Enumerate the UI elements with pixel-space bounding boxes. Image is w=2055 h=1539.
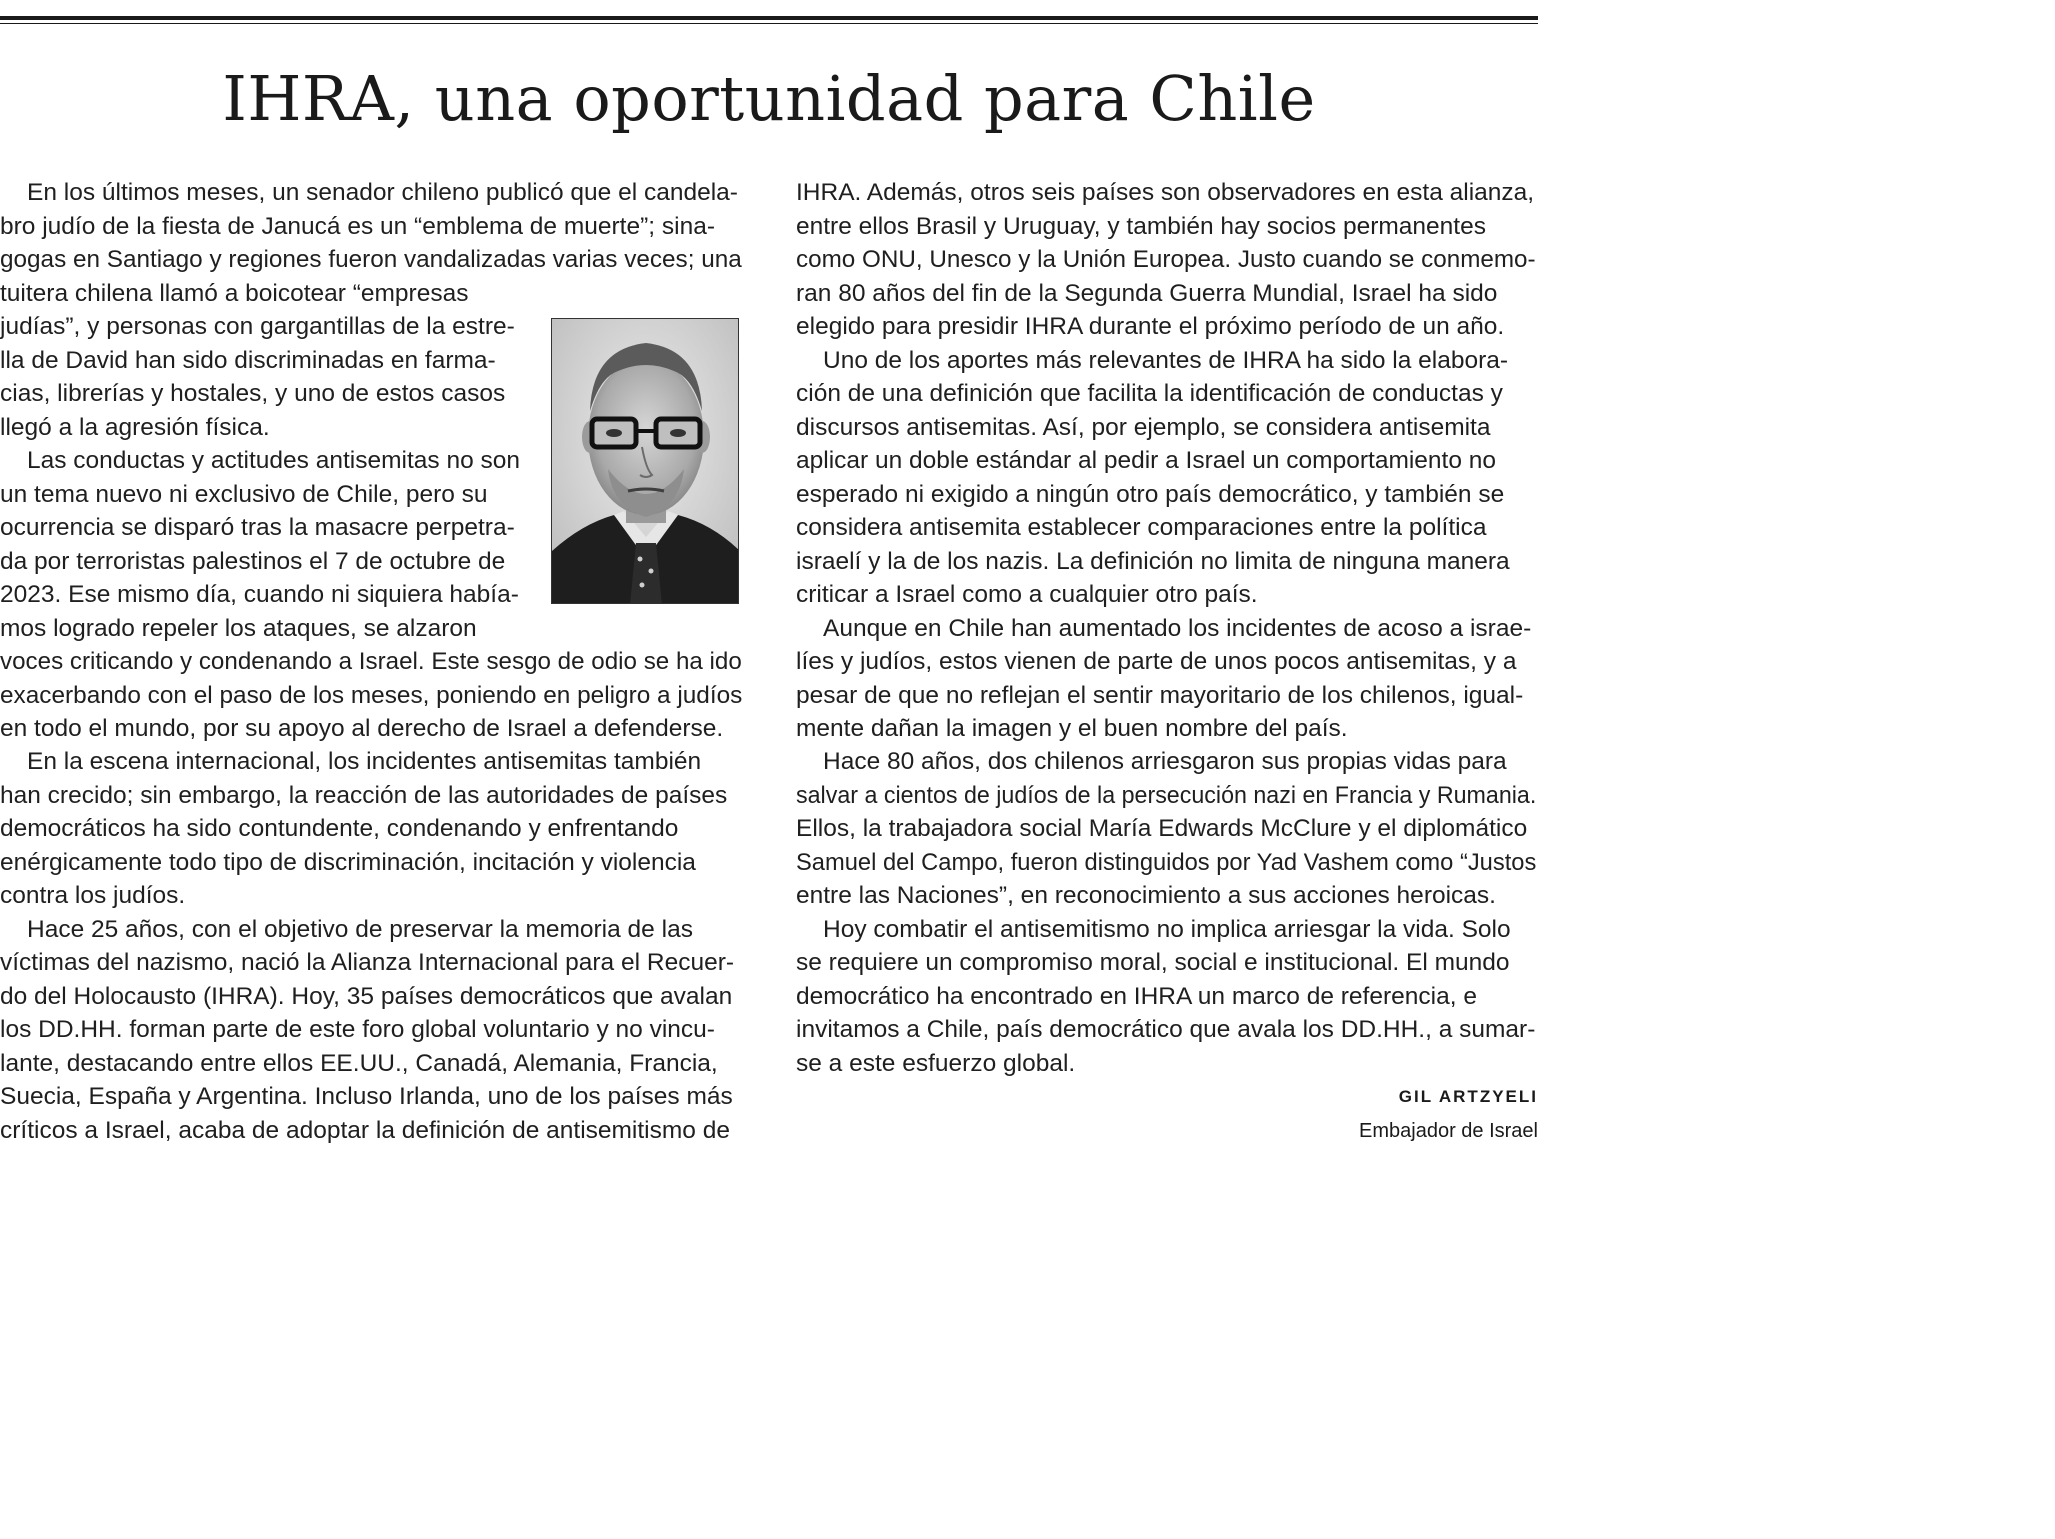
left-line: tuitera chilena llamó a boicotear “empresas xyxy=(0,280,469,307)
left-line: llegó a la agresión física. xyxy=(0,414,270,441)
left-line: En la escena internacional, los incidentes antisemitas también xyxy=(27,748,702,775)
right-line: entre las Naciones”, en reconocimiento a sus acciones heroicas. xyxy=(796,882,1496,909)
author-portrait-image xyxy=(552,319,739,604)
left-line: cias, librerías y hostales, y uno de estos casos xyxy=(0,380,506,407)
left-line: mos logrado repeler los ataques, se alzaron xyxy=(0,615,477,642)
left-line: voces criticando y condenando a Israel. Este sesgo de odio se ha ido xyxy=(0,648,742,675)
right-line: entre ellos Brasil y Uruguay, y también hay socios permanentes xyxy=(796,213,1486,240)
right-line: Uno de los aportes más relevantes de IHRA ha sido la elabora- xyxy=(823,347,1509,374)
right-line: Samuel del Campo, fueron distinguidos por Yad Vashem como “Justos xyxy=(796,849,1537,876)
right-line: Hoy combatir el antisemitismo no implica arriesgar la vida. Solo xyxy=(823,916,1511,943)
left-line: democráticos ha sido contundente, condenando y enfrentando xyxy=(0,815,679,842)
right-line: como ONU, Unesco y la Unión Europea. Justo cuando se conmemo- xyxy=(796,246,1536,273)
left-line: un tema nuevo ni exclusivo de Chile, pero su xyxy=(0,481,488,508)
left-line: gogas en Santiago y regiones fueron vandalizadas varias veces; una xyxy=(0,246,742,273)
author-photo xyxy=(551,318,739,604)
right-line: IHRA. Además, otros seis países son observadores en esta alianza, xyxy=(796,179,1535,206)
right-line: se requiere un compromiso moral, social e institucional. El mundo xyxy=(796,949,1510,976)
left-line: contra los judíos. xyxy=(0,882,186,909)
left-line: críticos a Israel, acaba de adoptar la definición de antisemitismo de xyxy=(0,1117,730,1144)
left-line: 2023. Ese mismo día, cuando ni siquiera había- xyxy=(0,581,519,608)
left-line: en todo el mundo, por su apoyo al derecho de Israel a defenderse. xyxy=(0,715,724,742)
right-line: elegido para presidir IHRA durante el próximo período de un año. xyxy=(796,313,1505,340)
left-line: En los últimos meses, un senador chileno publicó que el candela- xyxy=(27,179,738,206)
right-line: invitamos a Chile, país democrático que avala los DD.HH., a sumar- xyxy=(796,1016,1536,1043)
right-line: Aunque en Chile han aumentado los incidentes de acoso a israe- xyxy=(823,615,1532,642)
right-line: democrático ha encontrado en IHRA un marco de referencia, e xyxy=(796,983,1477,1010)
byline-author-role: Embajador de Israel xyxy=(1359,1120,1538,1142)
left-line: Hace 25 años, con el objetivo de preservar la memoria de las xyxy=(27,916,693,943)
left-line: ocurrencia se disparó tras la masacre perpetra- xyxy=(0,514,515,541)
right-line: criticar a Israel como a cualquier otro país. xyxy=(796,581,1258,608)
right-line: se a este esfuerzo global. xyxy=(796,1050,1076,1077)
right-line: ran 80 años del fin de la Segunda Guerra Mundial, Israel ha sido xyxy=(796,280,1498,307)
right-line: pesar de que no reflejan el sentir mayoritario de los chilenos, igual- xyxy=(796,682,1524,709)
right-line: salvar a cientos de judíos de la persecución nazi en Francia y Rumania. xyxy=(796,782,1537,809)
top-rule-thin xyxy=(0,23,1538,24)
left-line: Suecia, España y Argentina. Incluso Irlanda, uno de los países más xyxy=(0,1083,733,1110)
left-line: judías”, y personas con gargantillas de la estre- xyxy=(0,313,515,340)
article-headline: IHRA, una oportunidad para Chile xyxy=(222,62,1316,135)
left-line: exacerbando con el paso de los meses, poniendo en peligro a judíos xyxy=(0,682,743,709)
left-line: los DD.HH. forman parte de este foro global voluntario y no vincu- xyxy=(0,1016,715,1043)
left-line: han crecido; sin embargo, la reacción de las autoridades de países xyxy=(0,782,728,809)
right-line: aplicar un doble estándar al pedir a Israel un comportamiento no xyxy=(796,447,1497,474)
left-line: Las conductas y actitudes antisemitas no son xyxy=(27,447,521,474)
left-line: bro judío de la fiesta de Janucá es un “emblema de muerte”; sina- xyxy=(0,213,715,240)
top-rule xyxy=(0,16,1538,20)
right-line: ción de una definición que facilita la identificación de conductas y xyxy=(796,380,1503,407)
right-line: Hace 80 años, dos chilenos arriesgaron sus propias vidas para xyxy=(823,748,1507,775)
right-line: líes y judíos, estos vienen de parte de unos pocos antisemitas, y a xyxy=(796,648,1517,675)
right-line: discursos antisemitas. Así, por ejemplo, se considera antisemita xyxy=(796,414,1491,441)
right-line: Ellos, la trabajadora social María Edwards McClure y el diplomático xyxy=(796,815,1528,842)
left-line: enérgicamente todo tipo de discriminación, incitación y violencia xyxy=(0,849,696,876)
left-line: víctimas del nazismo, nació la Alianza Internacional para el Recuer- xyxy=(0,949,735,976)
right-line: mente dañan la imagen y el buen nombre del país. xyxy=(796,715,1348,742)
left-line: do del Holocausto (IHRA). Hoy, 35 países democráticos que avalan xyxy=(0,983,733,1010)
left-line: da por terroristas palestinos el 7 de octubre de xyxy=(0,548,506,575)
left-line: lla de David han sido discriminadas en farma- xyxy=(0,347,496,374)
byline-author-name: GIL ARTZYELI xyxy=(1398,1087,1538,1106)
right-line: esperado ni exigido a ningún otro país democrático, y también se xyxy=(796,481,1505,508)
right-line: israelí y la de los nazis. La definición no limita de ninguna manera xyxy=(796,548,1510,575)
right-line: considera antisemita establecer comparaciones entre la política xyxy=(796,514,1487,541)
left-line: lante, destacando entre ellos EE.UU., Canadá, Alemania, Francia, xyxy=(0,1050,718,1077)
